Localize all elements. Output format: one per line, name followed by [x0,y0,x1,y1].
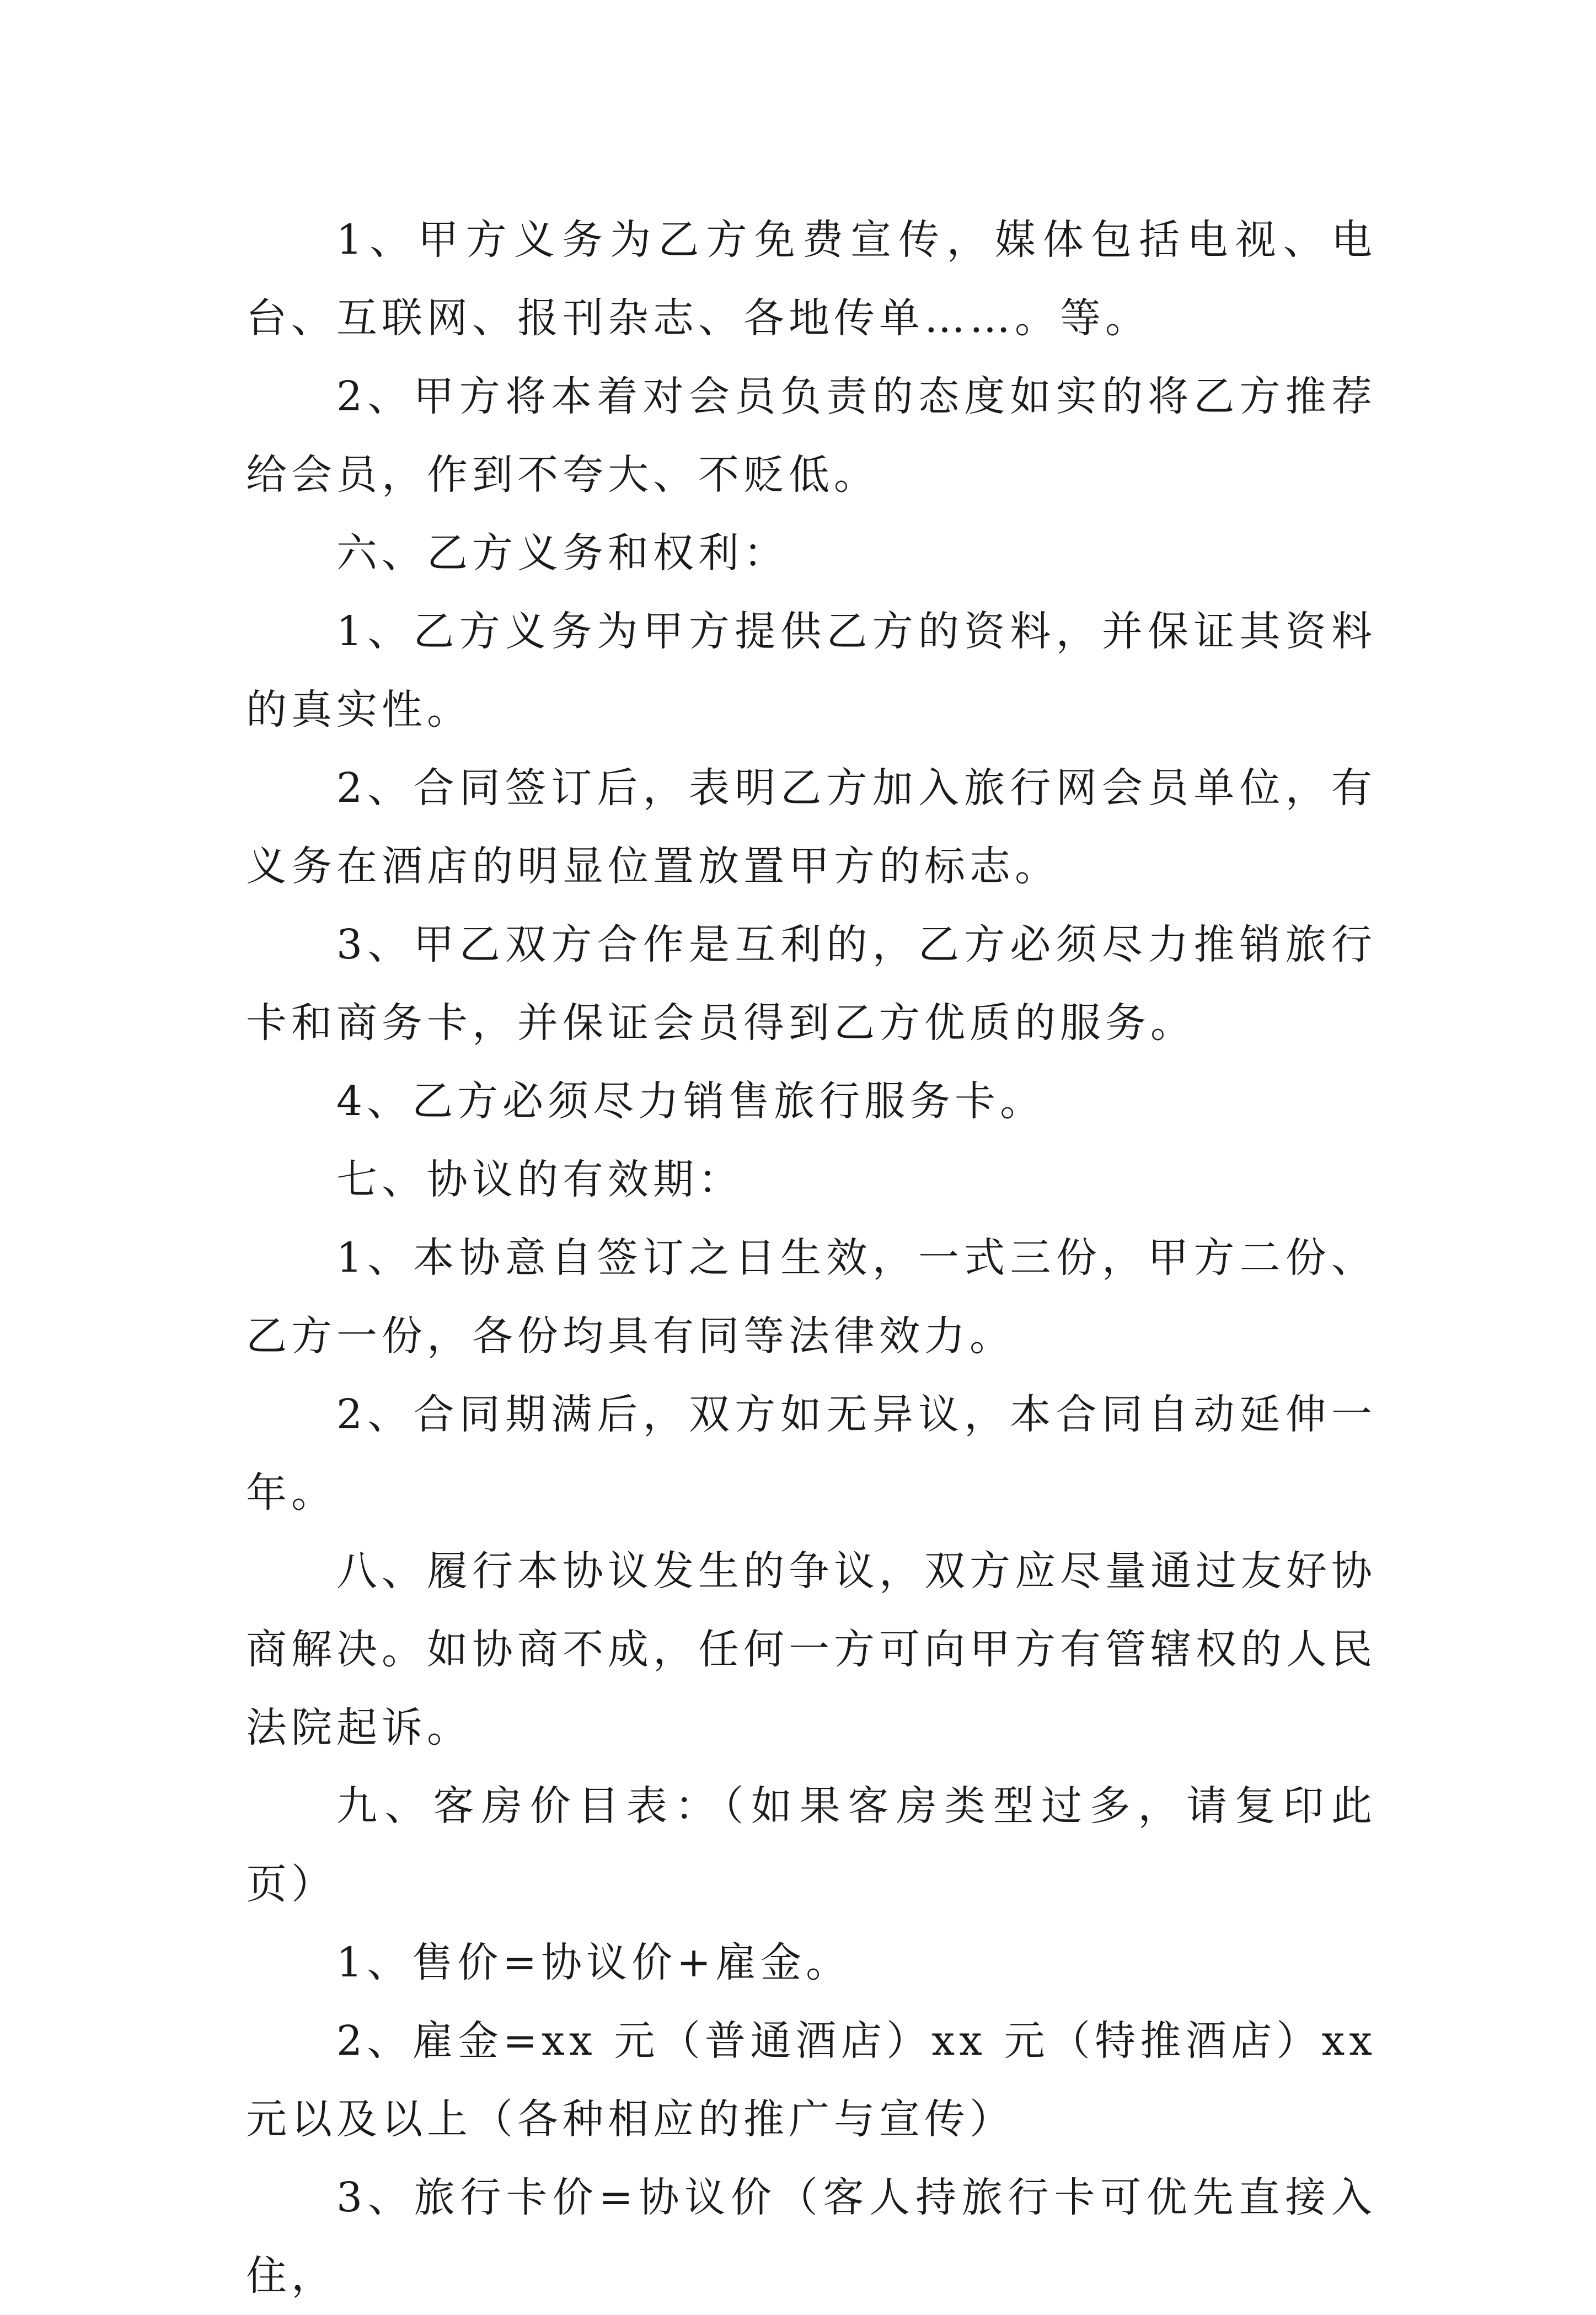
paragraph-party-b-duty-4: 4、乙方必须尽力销售旅行服务卡。 [336,1078,1046,1125]
paragraph-price-1: 1、售价=协议价+雇金。 [336,1939,851,1986]
document-body [246,201,1377,2315]
paragraph-section-8-disputes: 八、履行本协议发生的争议，双方应尽量通过友好协商解决。如协商不成，任何一方可向甲方有管辖权的人民法院起诉。 [246,1547,1377,1751]
heading-section-6: 六、乙方义务和权利： [336,529,789,577]
paragraph-party-b-duty-3: 3、甲乙双方合作是互利的，乙方必须尽力推销旅行卡和商务卡，并保证会员得到乙方优质的服务。 [246,921,1377,1047]
heading-section-9: 九、客房价目表：（如果客房类型过多，请复印此页） [246,1782,1377,1908]
paragraph-validity-2: 2、合同期满后，双方如无异议，本合同自动延伸一年。 [246,1391,1377,1516]
paragraph-party-a-duty-1: 1、甲方义务为乙方免费宣传，媒体包括电视、电台、互联网、报刊杂志、各地传单……。等。 [246,216,1377,342]
paragraph-price-3: 3、旅行卡价=协议价（客人持旅行卡可优先直接入住， [246,2174,1377,2300]
paragraph-party-b-duty-1: 1、乙方义务为甲方提供乙方的资料，并保证其资料的真实性。 [246,608,1377,733]
paragraph-validity-1: 1、本协意自签订之日生效，一式三份，甲方二份、乙方一份，各份均具有同等法律效力。 [246,1234,1377,1360]
paragraph-party-a-duty-2: 2、甲方将本着对会员负责的态度如实的将乙方推荐给会员，作到不夸大、不贬低。 [246,373,1377,499]
paragraph-party-b-duty-2: 2、合同签订后，表明乙方加入旅行网会员单位，有义务在酒店的明显位置放置甲方的标志。 [246,764,1377,890]
heading-section-7: 七、协议的有效期： [336,1156,743,1203]
paragraph-price-2: 2、雇金=xx 元（普通酒店）xx 元（特推酒店）xx 元以及以上（各种相应的推广与宣传） [246,2017,1377,2143]
